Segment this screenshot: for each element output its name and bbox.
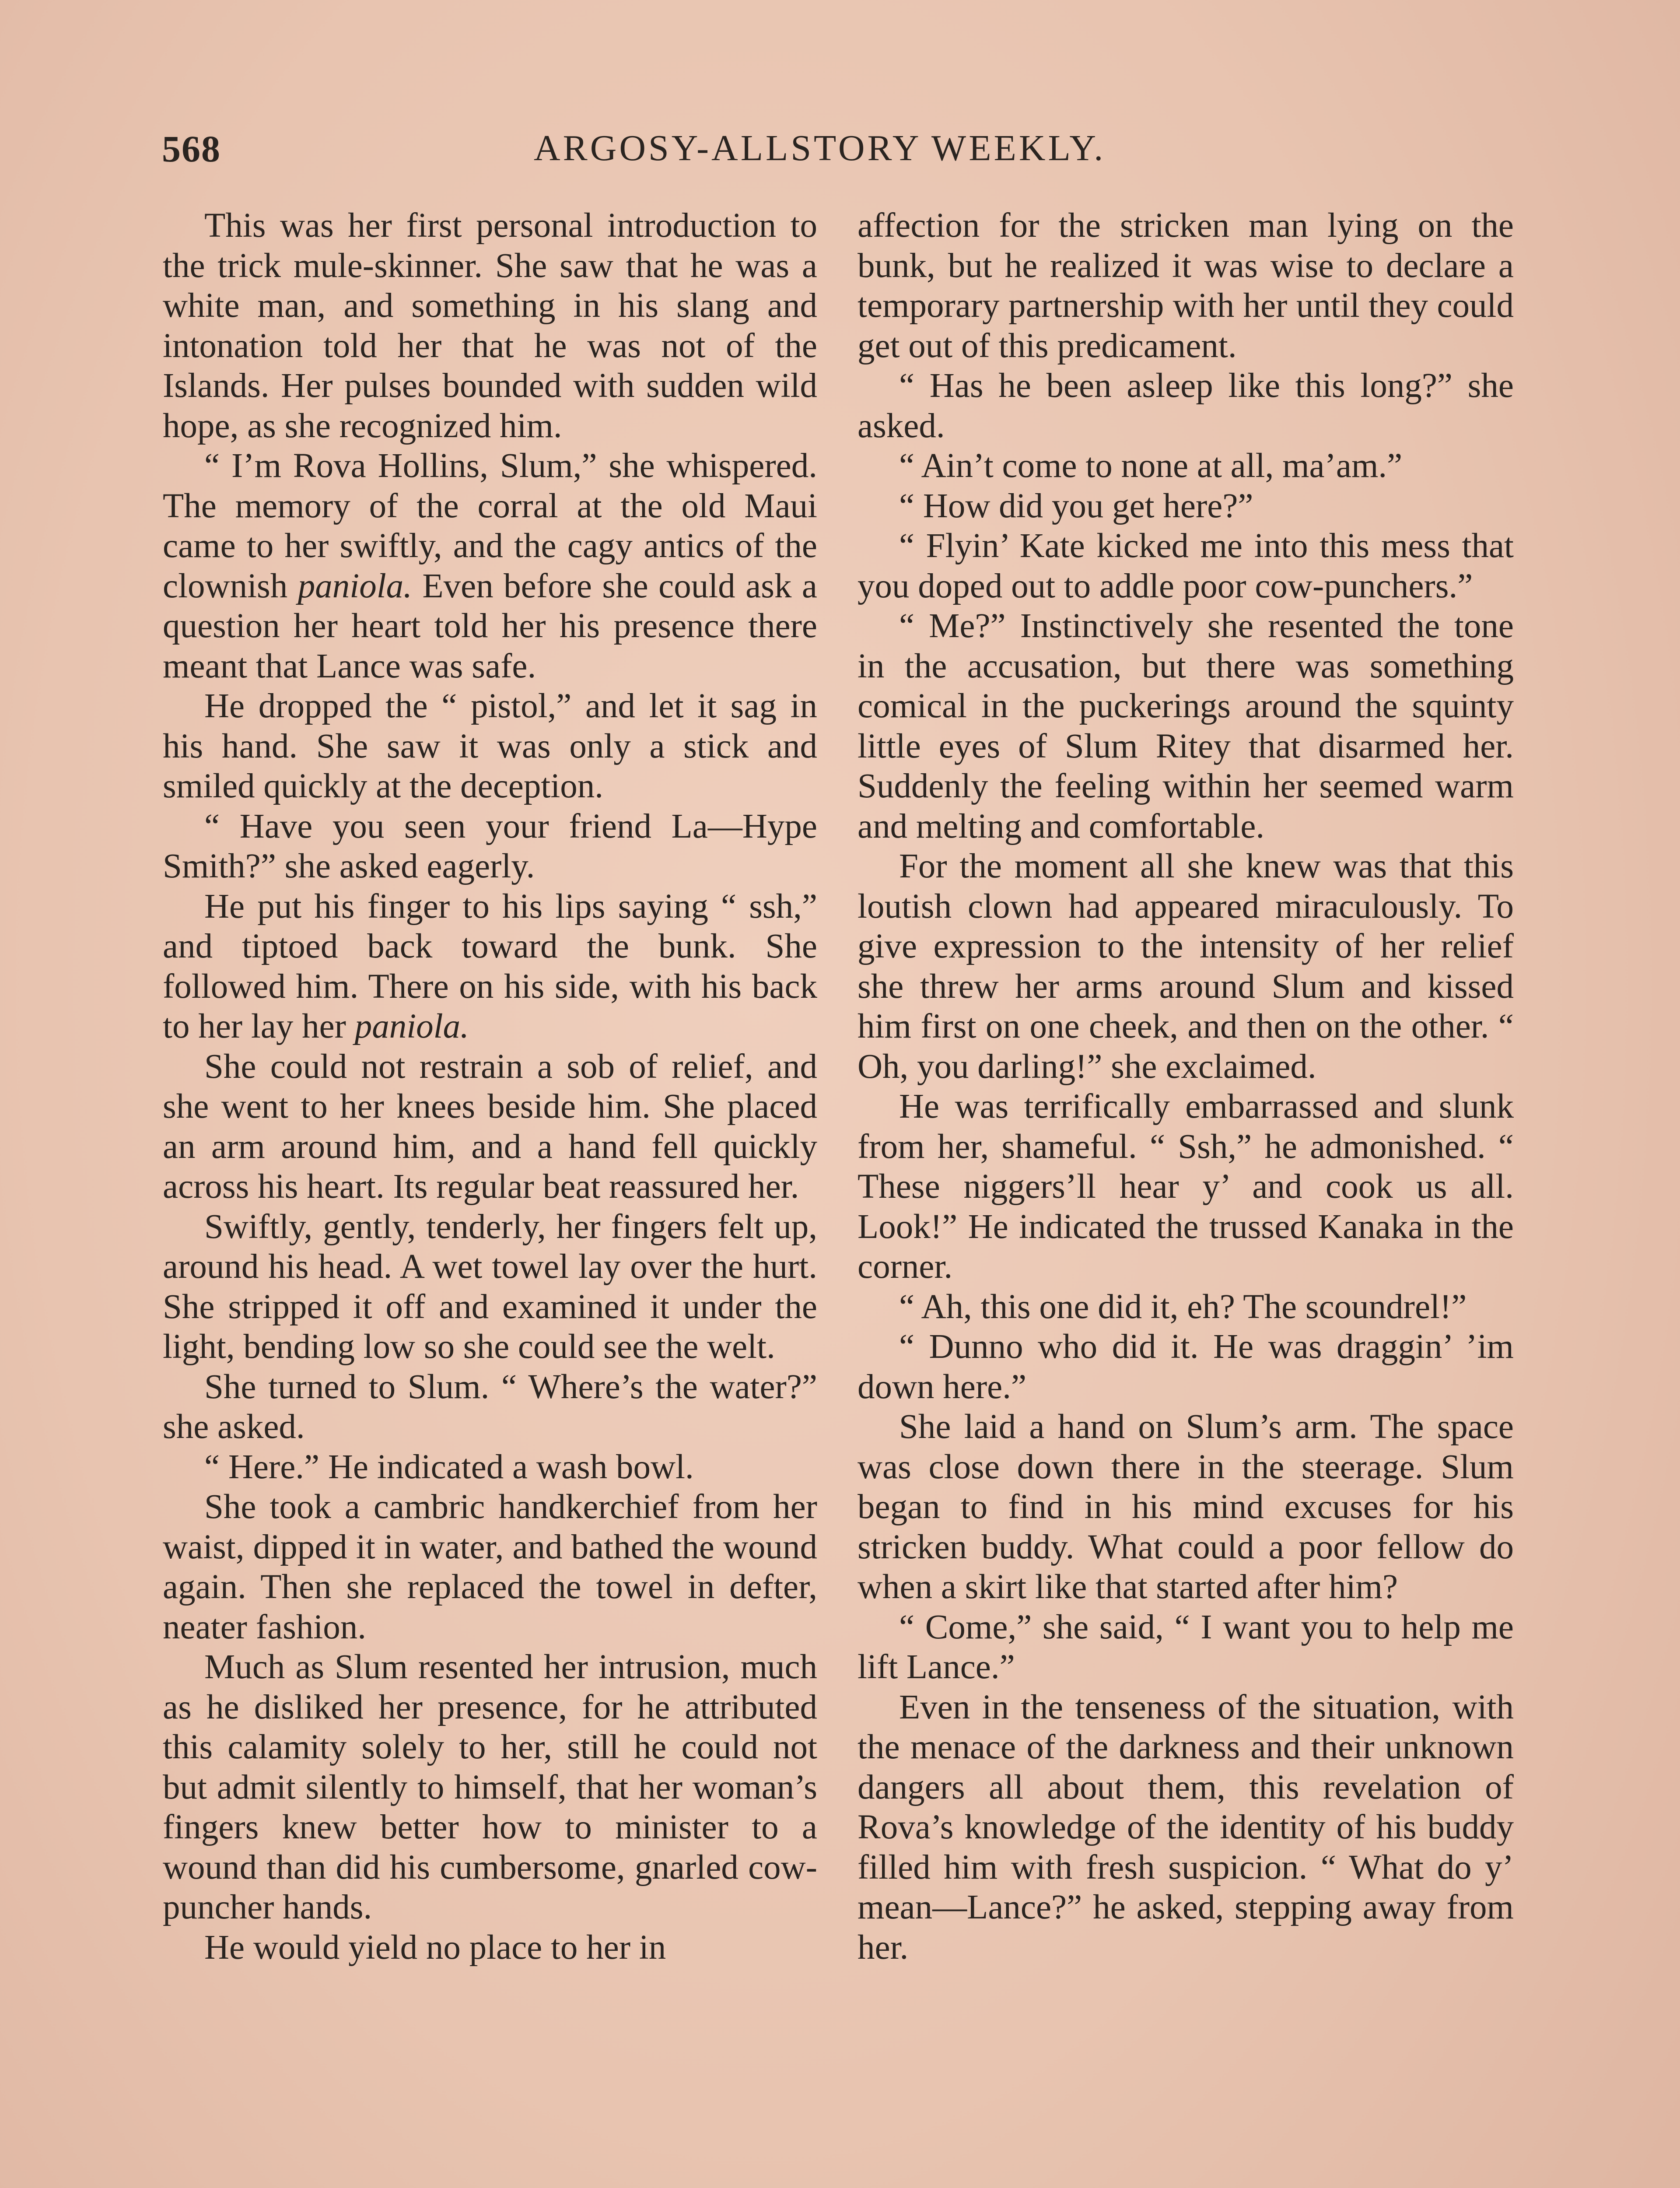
page-header: [162, 127, 1518, 179]
paragraph: “ Dunno who did it. He was draggin’ ’im down here.”: [858, 1328, 1514, 1406]
paragraph: “ How did you get here?”: [899, 487, 1253, 525]
paragraph: “ Me?” Instinctively she resented the tone in the accusation, but there was something comical in the puckerings around the squinty little eyes of Slum Ritey that disarmed her. Suddenly the feeling within her seemed warm and melting and comfortable.: [858, 607, 1514, 845]
paragraph: [163, 887, 817, 1047]
left-column: [163, 206, 817, 1967]
paragraph: He was terrifically embarrassed and slunk from her, shameful. “ Ssh,” he admonished. “ These niggers’ll hear y’ and cook us all. Look!” He indicated the trussed Kanaka in the corner.: [858, 1087, 1514, 1286]
paragraph: “ Have you seen your friend La—Hype Smith?” she asked eagerly.: [163, 807, 817, 885]
paragraph: She took a cambric handkerchief from her waist, dipped it in water, and bathed the wound again. Then she replaced the towel in defter, neater fashion.: [163, 1488, 817, 1646]
paragraph: Much as Slum resented her intrusion, much as he disliked her presence, for he attributed this calamity solely to her, still he could not but admit silently to himself, that her woman’s fingers knew better how to minister to a wound than did his cumbersome, gnarled cow-puncher hands.: [163, 1648, 817, 1926]
paragraph-text: “ I’m Rova Hollins, Slum,” she whispered. The memory of the corral at the old Maui came to her swiftly, and the cagy antics of the clownish: [163, 447, 817, 605]
paragraph: Swiftly, gently, tenderly, her fingers felt up, around his head. A wet towel lay over the hurt. She stripped it off and examined it under the light, bending low so she could see the welt.: [163, 1207, 817, 1366]
paragraph-text: Even before she could ask a question her heart told her his presence there meant that Lance was safe.: [163, 567, 818, 685]
right-column: [858, 206, 1514, 1967]
paragraph: She turned to Slum. “ Where’s the water?” she asked.: [163, 1368, 817, 1446]
paragraph-text: He put his finger to his lips saying “ ssh,” and tiptoed back toward the bunk. She followed him. There on his side, with his back to her lay her: [163, 887, 817, 1045]
paragraph: He would yield no place to her in: [204, 1928, 666, 1967]
paragraph: He dropped the “ pistol,” and let it sag in his hand. She saw it was only a stick and smiled quickly at the deception.: [163, 687, 817, 805]
italic-word: paniola.: [354, 1007, 469, 1045]
running-title: ARGOSY-ALLSTORY WEEKLY.: [534, 128, 1106, 168]
paragraph: [163, 446, 817, 686]
page-number: 568: [162, 128, 221, 170]
paragraph: “ Flyin’ Kate kicked me into this mess that you doped out to addle poor cow-punchers.”: [858, 527, 1514, 605]
paragraph: She laid a hand on Slum’s arm. The space was close down there in the steerage. Slum began to find in his mind excuses for his stricken buddy. What could a poor fellow do when a skirt like that started after him?: [858, 1408, 1514, 1606]
paragraph: She could not restrain a sob of relief, and she went to her knees beside him. She placed an arm around him, and a hand fell quickly across his heart. Its regular beat reassured her.: [163, 1047, 817, 1206]
paragraph: For the moment all she knew was that this loutish clown had appeared miraculously. To give expression to the intensity of her relief she threw her arms around Slum and kissed him first on one cheek, and then on the other. “ Oh, you darling!” she exclaimed.: [858, 847, 1514, 1086]
paragraph: “ Ain’t come to none at all, ma’am.”: [899, 447, 1403, 485]
paragraph: “ Has he been asleep like this long?” she asked.: [858, 367, 1514, 445]
italic-word: paniola.: [298, 567, 412, 605]
paragraph: “ Come,” she said, “ I want you to help me lift Lance.”: [858, 1608, 1514, 1686]
paragraph: Even in the tenseness of the situation, with the menace of the darkness and their unknown dangers all about them, this revelation of Rova’s knowledge of the identity of his buddy filled him with fresh suspicion. “ What do y’ mean—Lance?” he asked, stepping away from her.: [858, 1688, 1514, 1967]
paragraph: “ Here.” He indicated a wash bowl.: [204, 1448, 694, 1486]
paragraph: affection for the stricken man lying on the bunk, but he realized it was wise to declare a temporary partnership with her until they could get out of this predicament.: [858, 207, 1514, 365]
paragraph: This was her first personal introduction to the trick mule-skinner. She saw that he was a white man, and something in his slang and intonation told her that he was not of the Islands. Her pulses bounded with sudden wild hope, as she recognized him.: [163, 207, 817, 445]
paragraph: “ Ah, this one did it, eh? The scoundrel!”: [899, 1287, 1467, 1326]
